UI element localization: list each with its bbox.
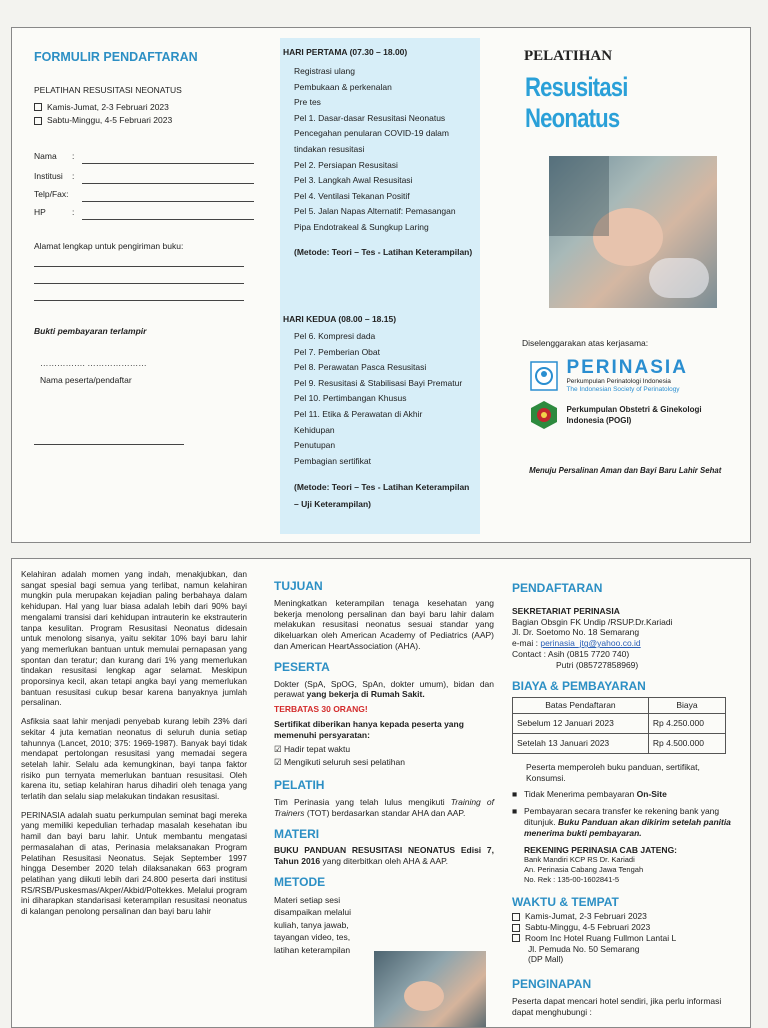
section-heading-peserta: PESERTA	[274, 659, 330, 674]
brochure-inside	[11, 558, 751, 1028]
monitor-shape	[549, 156, 609, 236]
checkbox-icon	[512, 934, 520, 942]
day1-list	[294, 64, 474, 236]
list-item: Pel 5. Jalan Napas Alternatif: Pemasangan	[294, 206, 456, 217]
list-item: Pel 3. Langkah Awal Resusitasi	[294, 175, 413, 186]
email-link[interactable]: perinasia_jtg@yahoo.co.id	[540, 638, 641, 649]
penginapan-text: Peserta dapat mencari hotel sendiri, jika perlu informasi dapat menghubungi :	[512, 995, 722, 1017]
right-column	[512, 583, 740, 1018]
intro-column	[21, 569, 247, 917]
phone-field[interactable]: Telp/Fax:	[34, 184, 254, 202]
form-option-1[interactable]: Kamis-Jumat, 2-3 Februari 2023	[34, 101, 254, 115]
list-item: Pel 7. Pemberian Obat	[294, 346, 380, 357]
pogi-logo-icon	[530, 400, 558, 430]
address-line: Bagian Obsgin FK Undip /RSUP.Dr.Kariadi	[512, 616, 673, 627]
venue-address: (DP Mall)	[528, 954, 564, 965]
list-item: Pre tes	[294, 97, 321, 108]
cover-kicker: PELATIHAN	[524, 48, 613, 64]
section-heading-biaya: BIAYA & PEMBAYARAN	[512, 678, 646, 693]
certificate-note: Sertifikat diberikan hanya kepada peserta yang memenuhi persyaratan:	[274, 718, 464, 740]
list-item: Pel 6. Kompresi dada	[294, 331, 376, 341]
list-item: Pel 8. Perawatan Pasca Resusitasi	[294, 362, 427, 373]
checkbox-icon	[512, 924, 520, 932]
form-course: PELATIHAN RESUSITASI NEONATUS	[34, 85, 182, 95]
secretariat: SEKRETARIAT PERINASIA	[512, 605, 620, 616]
list-item: Pembagian sertifikat	[294, 455, 372, 466]
intro-paragraph-2: Asfiksia saat lahir menjadi penyebab kurang lebih 23% dari sekitar 4 juta kematian neonatus di seluruh dunia setiap tahunnya (Lancet, 2010; 375: 1969-1987). Banyak bayi tidak mendapat pertolongan resusitasi yang memadai segera setelah lahir. Selalu ada kemungkinan, bayi tanpa faktor risiko pun ternyata memerlukan bantuan resusitasi. Oleh karena itu, setiap kelahiran harus dihadiri oleh tenaga yang terlatih dan selalu siap melakukan tindakan resusitasi.	[21, 716, 247, 802]
contact-line: Contact : Asih (0815 7720 740)	[512, 648, 630, 659]
perinasia-logo-block	[530, 358, 740, 394]
section-heading-waktu: WAKTU & TEMPAT	[512, 895, 619, 910]
pelatih-text: Tim Perinasia yang telah lulus mengikuti Training of Trainers (TOT) berdasarkan standar AHA dan AAP.	[274, 796, 494, 818]
table-header-row	[513, 698, 726, 714]
checkbox-checked-icon: ☑	[274, 757, 282, 768]
section-heading-metode: METODE	[274, 874, 326, 889]
pogi-name: Perkumpulan Obstetri & Ginekologi Indonesia (POGI)	[566, 405, 702, 425]
list-item: Pencegahan penularan COVID-19 dalam	[294, 128, 449, 139]
checkbox-checked-icon: ☑	[274, 743, 282, 754]
form-fields	[34, 144, 254, 220]
column-header: Biaya	[648, 698, 725, 714]
bank-heading: REKENING PERINASIA CAB JATENG:	[524, 844, 678, 855]
schedule-option: Sabtu-Minggu, 4-5 Februari 2023	[512, 922, 740, 933]
name-field[interactable]: Nama :	[34, 144, 254, 164]
schedule-panel	[280, 38, 480, 534]
list-item: Pel 2. Persiapan Resusitasi	[294, 159, 398, 170]
list-item: Pel 4. Ventilasi Tekanan Positif	[294, 190, 410, 201]
form-option-2[interactable]: Sabtu-Minggu, 4-5 Februari 2023	[34, 114, 254, 128]
table-cell: Rp 4.500.000	[648, 733, 725, 753]
table-row	[513, 714, 726, 734]
registration-form	[34, 50, 254, 445]
payment-rule: ■ Pembayaran secara transfer ke rekening bank yang ditunjuk. Buku Panduan akan dikirim setelah panitia menerima bukti pembayaran.	[512, 806, 731, 838]
fee-note: Peserta memperoleh buku panduan, sertifikat, Konsumsi.	[526, 761, 700, 783]
checkbox-icon[interactable]	[34, 103, 42, 111]
section-heading-tujuan: TUJUAN	[274, 579, 323, 593]
column-header: Batas Pendaftaran	[513, 698, 649, 714]
address-field[interactable]	[34, 253, 254, 301]
blanket-shape	[649, 258, 709, 298]
checkbox-icon	[512, 913, 520, 921]
day2-title: HARI KEDUA (08.00 – 18.15)	[283, 314, 397, 324]
middle-column	[274, 581, 494, 956]
signature-dots: ……………. …………………	[40, 357, 147, 368]
list-item: Registrasi ulang	[294, 66, 355, 76]
bullet-icon: ■	[512, 789, 518, 800]
list-item: Pel 1. Dasar-dasar Resusitasi Neonatus	[294, 112, 446, 123]
list-item: Kehidupan	[294, 424, 335, 435]
list-item: Pel 10. Pertimbangan Khusus	[294, 393, 407, 404]
requirement-item: ☑ Mengikuti seluruh sesi pelatihan	[274, 757, 405, 768]
list-item: Pipa Endotrakeal & Sungkup Laring	[294, 221, 429, 232]
training-photo	[374, 951, 486, 1028]
list-item: tindakan resusitasi	[294, 143, 365, 154]
table-cell: Sebelum 12 Januari 2023	[513, 714, 649, 734]
section-heading-penginapan: PENGINAPAN	[512, 977, 592, 992]
perinasia-name: PERINASIA	[566, 357, 688, 378]
peserta-text: Dokter (SpA, SpOG, SpAn, dokter umum), bidan dan perawat yang bekerja di Rumah Sakit.	[274, 678, 494, 700]
address-line: Jl. Dr. Soetomo No. 18 Semarang	[512, 627, 640, 638]
bank-details: Bank Mandiri KCP RS Dr. Kariadi An. Perinasia Cabang Jawa Tengah No. Rek : 135-00-1602841-5	[524, 855, 644, 885]
table-cell: Rp 4.250.000	[648, 714, 725, 734]
materi-text: BUKU PANDUAN RESUSITASI NEONATUS Edisi 7, Tahun 2016 yang diterbitkan oleh AHA & AAP.	[274, 845, 494, 867]
section-heading-materi: MATERI	[274, 826, 320, 841]
checkbox-icon[interactable]	[34, 117, 42, 125]
address-label: Alamat lengkap untuk pengiriman buku:	[34, 240, 184, 251]
list-item: Pembukaan & perkenalan	[294, 81, 392, 92]
capacity-warning: TERBATAS 30 ORANG!	[274, 704, 368, 715]
list-item: Penutupan	[294, 440, 336, 451]
schedule-option: Kamis-Jumat, 2-3 Februari 2023	[512, 911, 740, 922]
proof-note: Bukti pembayaran terlampir	[34, 326, 147, 336]
fee-table	[512, 697, 726, 753]
form-title: FORMULIR PENDAFTARAN	[34, 50, 198, 64]
signature-line[interactable]	[34, 444, 184, 445]
perinasia-sub1: Perkumpulan Perinatologi Indonesia	[566, 378, 671, 385]
day1-title: HARI PERTAMA (07.30 – 18.00)	[283, 47, 408, 57]
bullet-icon: ■	[512, 806, 518, 817]
day2-method: (Metode: Teori – Tes - Latihan Keterampilan – Uji Keterampilan)	[294, 482, 470, 509]
tujuan-text: Meningkatkan keterampilan tenaga kesehatan yang bekerja menolong persalinan dan bayi baru lahir dalam melakukan resusitasi neonatus sesuai standar yang dikeluarkan oleh American Academy of Pediatrics (AAP) dan American HeartAssociation (AHA).	[274, 597, 494, 651]
perinasia-logo-icon	[530, 361, 558, 391]
day1-method: (Metode: Teori – Tes - Latihan Keterampilan)	[294, 247, 473, 257]
baby-resuscitation-photo	[549, 156, 717, 308]
institution-field[interactable]: Institusi :	[34, 164, 254, 184]
cover-title: Resusitasi Neonatus	[525, 72, 628, 133]
day2-list	[294, 329, 474, 469]
table-row	[513, 733, 726, 753]
infant-shape	[404, 981, 444, 1011]
cover-tagline: Menuju Persalinan Aman dan Bayi Baru Lahir Sehat	[529, 465, 722, 475]
section-heading-pendaftaran: PENDAFTARAN	[512, 581, 603, 595]
organized-by: Diselenggarakan atas kerjasama:	[522, 338, 649, 348]
signature-label: Nama peserta/pendaftar	[40, 375, 132, 385]
perinasia-sub2: The Indonesian Society of Perinatology	[566, 386, 680, 393]
requirement-item: ☑ Hadir tepat waktu	[274, 743, 351, 754]
intro-paragraph-3: PERINASIA adalah suatu perkumpulan seminat bagi mereka yang memiliki kepedulian terhadap masalah kesehatan ibu hamil dan bayi baru lahir. Untuk membantu mengatasi permasalahan di atas, Perinasia melaksanakan Program Pelatihan Resusitasi Neonatus. Sejak September 1997 hingga Desember 2020 telah dilaksanakan 663 program pelatihan yang diikuti lebih dari 24.800 peserta dari institusi RS/RSB/Puskesmas/Akper/Akbid/Poltekkes. Melalui program ini diharapkan standarisasi keterampilan resusitasi neonatus di kalangan penolong persalinan dan bayi baru lahir	[21, 809, 247, 917]
schedule-option: Room Inc Hotel Ruang Fullmon Lantai L	[512, 933, 740, 944]
table-cell: Setelah 13 Januari 2023	[513, 733, 649, 753]
brochure-outside	[11, 27, 751, 543]
venue-address: Jl. Pemuda No. 50 Semarang	[528, 943, 640, 954]
section-heading-pelatih: PELATIH	[274, 778, 325, 793]
contact-line: Putri (085727858969)	[556, 659, 639, 670]
pogi-logo-block	[530, 400, 740, 430]
payment-rule: ■ Tidak Menerima pembayaran On-Site	[512, 789, 667, 800]
hp-field[interactable]: HP :	[34, 202, 254, 220]
metode-text: Materi setiap sesi disampaikan melalui kuliah, tanya jawab, tayangan video, tes, latihan keterampilan	[274, 894, 352, 955]
list-item: Pel 9. Resusitasi & Stabilisasi Bayi Prematur	[294, 377, 463, 388]
email-line: e-mai : perinasia_jtg@yahoo.co.id	[512, 638, 641, 649]
intro-paragraph-1: Kelahiran adalah momen yang indah, menakjubkan, dan sangat spesial bagi semua yang terlibat, namun kelahiran mungkin pula merupakan kejadian paling berbahaya dalam kehidupan. Hal yang luar biasa adalah lebih dari 90% bayi mengalami transisi dari kehidupan intrauterin ke ekstrauterin tanpa kesulitan. Program Resusitasi Neonatus didesain untuk menolong sisanya, yaitu sekitar 10% bayi baru lahir yang memerlukan bantuan untuk memulai pernapasan yang spontan dan teratur; dan kurang dari 1% yang memerlukan tindakan resusitasi lengkap agar selamat. Meskipun proporsinya kecil, akan tetapi angka bayi yang memerlukan bantuan resusitasi cukup besar karena banyaknya jumlah persalinan.	[21, 569, 247, 708]
list-item: Pel 11. Etika & Perawatan di Akhir	[294, 408, 423, 419]
